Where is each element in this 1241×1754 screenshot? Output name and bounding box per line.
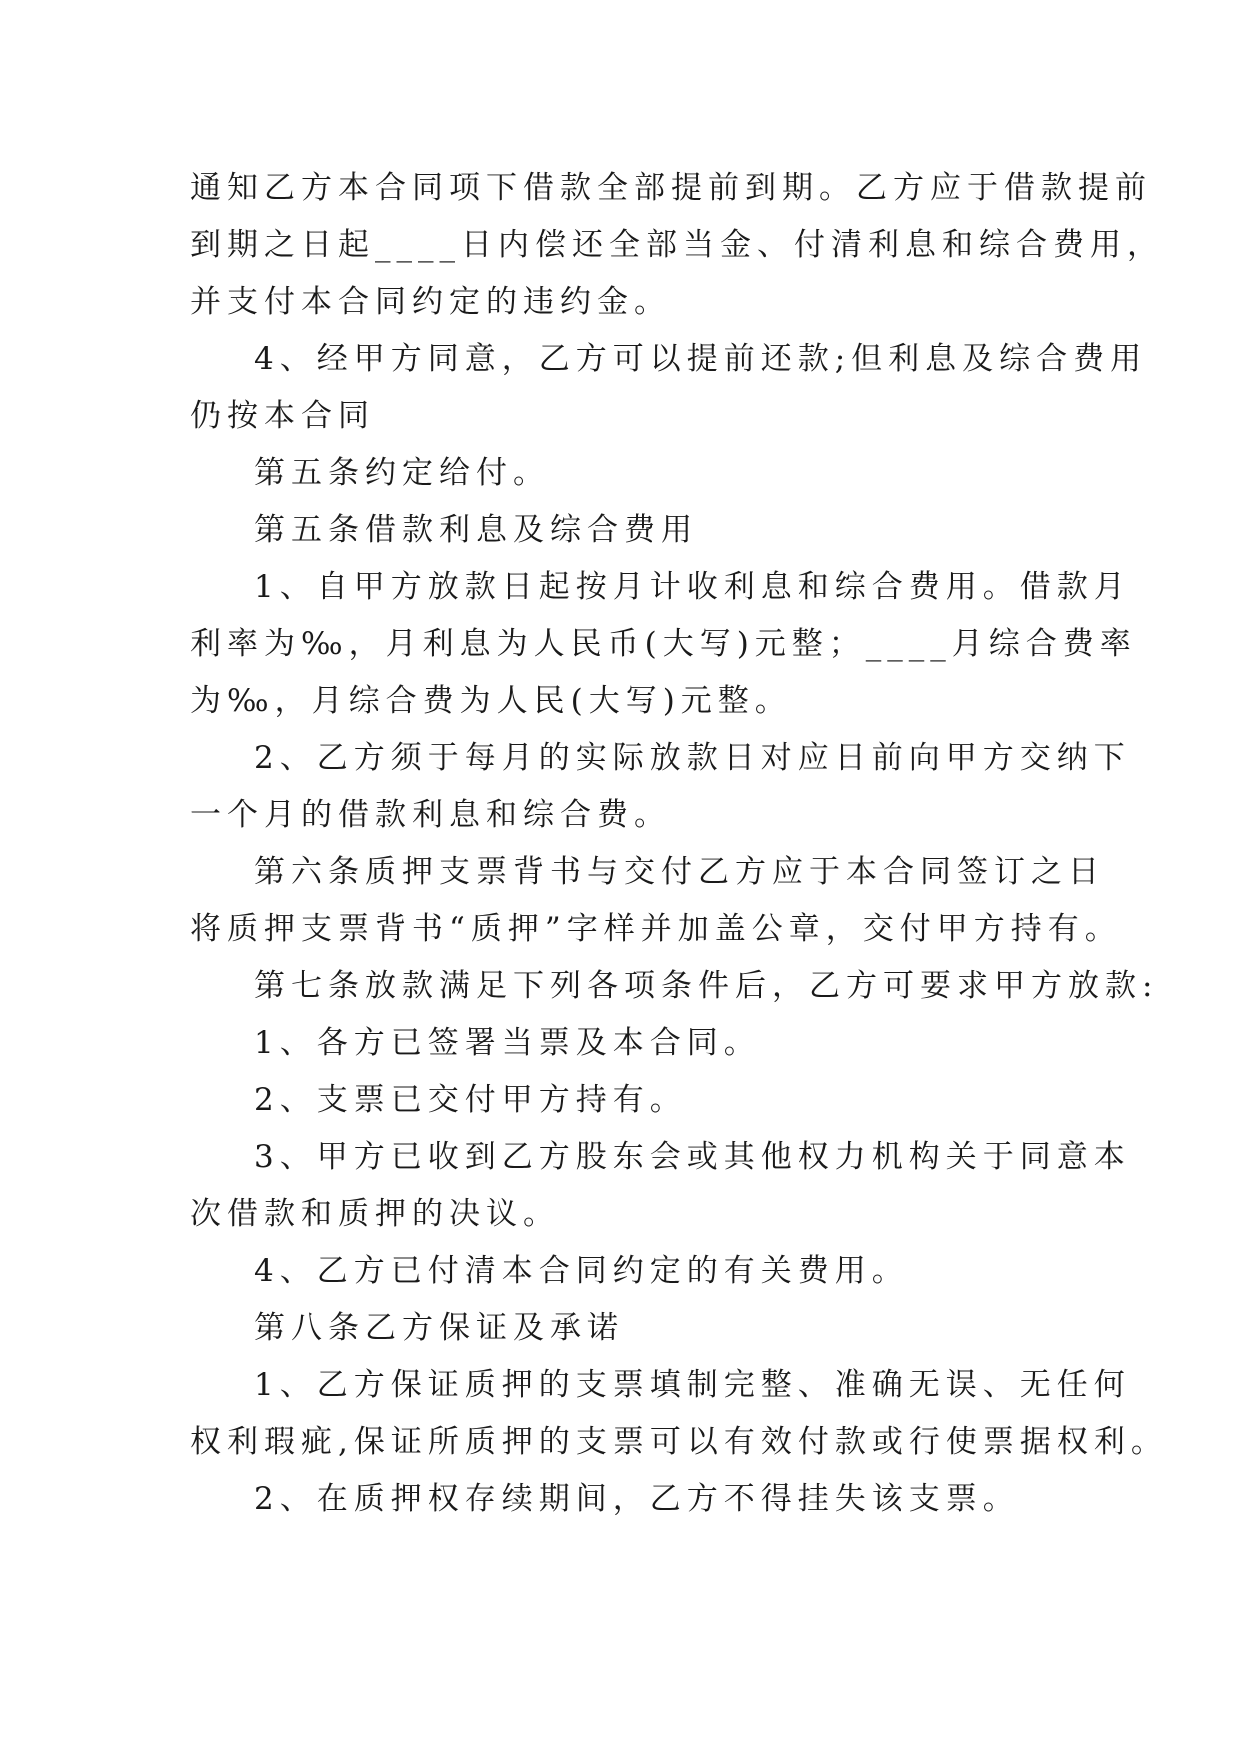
text-line: 4、经甲方同意，乙方可以提前还款;但利息及综合费用 (254, 341, 1148, 377)
text-line: 将质押支票背书“质押”字样并加盖公章，交付甲方持有。 (190, 911, 1122, 947)
text-line: 次借款和质押的决议。 (190, 1196, 560, 1232)
text-line: 第五条借款利息及综合费用 (254, 512, 698, 548)
paragraph (190, 1015, 1060, 1072)
text-line: 为‰，月综合费为人民(大写)元整。 (190, 683, 792, 719)
text-line: 1、自甲方放款日起按月计收利息和综合费用。借款月 (254, 569, 1131, 605)
text-line: 第六条质押支票背书与交付乙方应于本合同签订之日 (254, 854, 1105, 890)
document-body (190, 160, 1168, 1528)
text-line: 3、甲方已收到乙方股东会或其他权力机构关于同意本 (254, 1139, 1131, 1175)
text-line: 一个月的借款利息和综合费。 (190, 797, 671, 833)
text-line: 第七条放款满足下列各项条件后，乙方可要求甲方放款: (254, 968, 1159, 1004)
text-line: 到期之日起____日内偿还全部当金、付清利息和综合费用， (190, 227, 1164, 263)
paragraph (190, 331, 1148, 445)
text-line: 2、支票已交付甲方持有。 (254, 1082, 687, 1118)
paragraph (190, 559, 1137, 730)
text-line: 利率为‰，月利息为人民币(大写)元整；____月综合费率 (190, 626, 1137, 662)
text-line: 2、乙方须于每月的实际放款日对应日前向甲方交纳下 (254, 740, 1131, 776)
paragraph (190, 1243, 1060, 1300)
paragraph (190, 502, 1060, 559)
paragraph (190, 1471, 1060, 1528)
paragraph (190, 1072, 1060, 1129)
text-line: 1、各方已签署当票及本合同。 (254, 1025, 761, 1061)
text-line: 通知乙方本合同项下借款全部提前到期。乙方应于借款提前 (190, 170, 1152, 206)
paragraph (190, 1300, 1060, 1357)
paragraph (190, 730, 1131, 844)
paragraph (190, 1357, 1168, 1471)
text-line: 4、乙方已付清本合同约定的有关费用。 (254, 1253, 909, 1289)
text-line: 第八条乙方保证及承诺 (254, 1310, 624, 1346)
paragraph (190, 958, 1159, 1015)
paragraph (190, 445, 1060, 502)
text-line: 1、乙方保证质押的支票填制完整、准确无误、无任何 (254, 1367, 1131, 1403)
text-line: 仍按本合同 (190, 398, 375, 434)
text-line: 2、在质押权存续期间，乙方不得挂失该支票。 (254, 1481, 1020, 1517)
text-line: 权利瑕疵,保证所质押的支票可以有效付款或行使票据权利。 (190, 1424, 1168, 1460)
paragraph (190, 160, 1164, 331)
paragraph (190, 1129, 1131, 1243)
text-line: 并支付本合同约定的违约金。 (190, 284, 671, 320)
paragraph (190, 844, 1122, 958)
text-line: 第五条约定给付。 (254, 455, 550, 491)
